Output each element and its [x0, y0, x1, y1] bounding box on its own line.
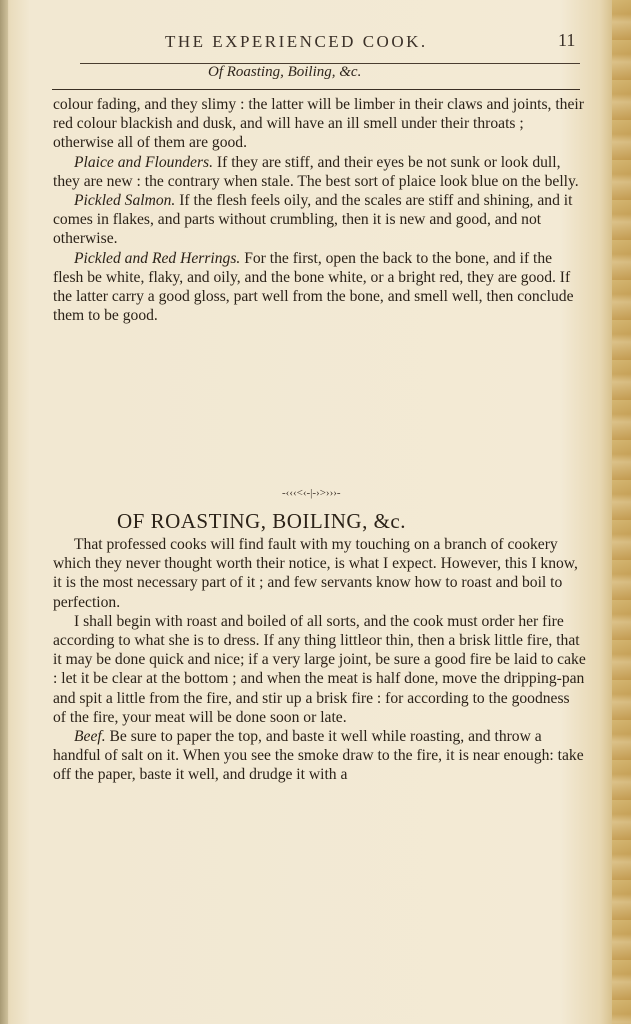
paragraph-fire: I shall begin with roast and boiled of all sorts, and the cook must order her fire according to what she is to dress. If any thing littleor thin, then a brisk little fire, that it may be done quick and nice; if a very large joint, be sure a good fire be laid to cake : let it be clear at the bottom ; and when the meat is half done, move the dripping-pan and spit a little from the fire, and stir up a brisk fire : for according to the goodness of the fire, your meat will be done soon or late. [53, 612, 586, 726]
entry-heading-beef: Beef. [74, 728, 106, 746]
paragraph-herrings [53, 249, 586, 326]
ornament-divider: -‹‹‹<‹-|-›>›››- [282, 487, 341, 499]
entry-heading-plaice: Plaice and Flounders. [74, 153, 214, 171]
entry-text-herrings: For the first, open the back to the bone, and if the flesh be white, flaky, and oily, and the bone white, or a bright red, they are good. If the latter carry a good gloss, part well from the bone, and smell well, then conclude them to be good. [53, 249, 574, 325]
entry-text-pickled-salmon: If the flesh feels oily, and the scales are stiff and shining, and it comes in flakes, and parts without crumbling, then it is new and good, and not otherwise. [53, 192, 573, 248]
entry-text-beef: Be sure to paper the top, and baste it well while roasting, and throw a handful of salt on it. When you see the smoke draw to the fire, it is near enough: take off the paper, baste it well, and drudge it with a [53, 728, 584, 784]
entry-text-plaice: If they are stiff, and their eyes be not sunk or look dull, they are new : the contrary when stale. The best sort of plaice look blue on the belly. [53, 153, 579, 190]
paragraph-pickled-salmon [53, 191, 586, 249]
running-head-title: THE EXPERIENCED COOK. [165, 32, 428, 51]
paragraph-beef [53, 727, 586, 785]
page-number: 11 [558, 30, 576, 50]
paragraph-intro: That professed cooks will find fault with my touching on a branch of cookery which they never thought worth their notice, is what I expect. However, this I know, it is the most necessary part of it ; and few servants know how to roast and boil to perfection. [53, 536, 578, 611]
subhead-rule [52, 89, 580, 90]
entry-heading-pickled-salmon: Pickled Salmon. [74, 192, 176, 210]
paragraph-continued: colour fading, and they slimy : the latter will be limber in their claws and joints, their red colour blackish and dusk, and will have an ill smell under their throats ; otherwise all of them are good. [53, 96, 584, 152]
paragraph-plaice [53, 153, 586, 191]
section-subhead: Of Roasting, Boiling, &c. [208, 64, 362, 80]
section-heading: OF ROASTING, BOILING, &c. [117, 509, 406, 533]
fish-text-block [53, 95, 586, 325]
page-binding-edge [0, 0, 8, 1024]
page-fore-edge [612, 0, 631, 1024]
running-head [50, 30, 590, 56]
entry-heading-herrings: Pickled and Red Herrings. [74, 249, 241, 267]
roasting-text-block [53, 535, 586, 785]
